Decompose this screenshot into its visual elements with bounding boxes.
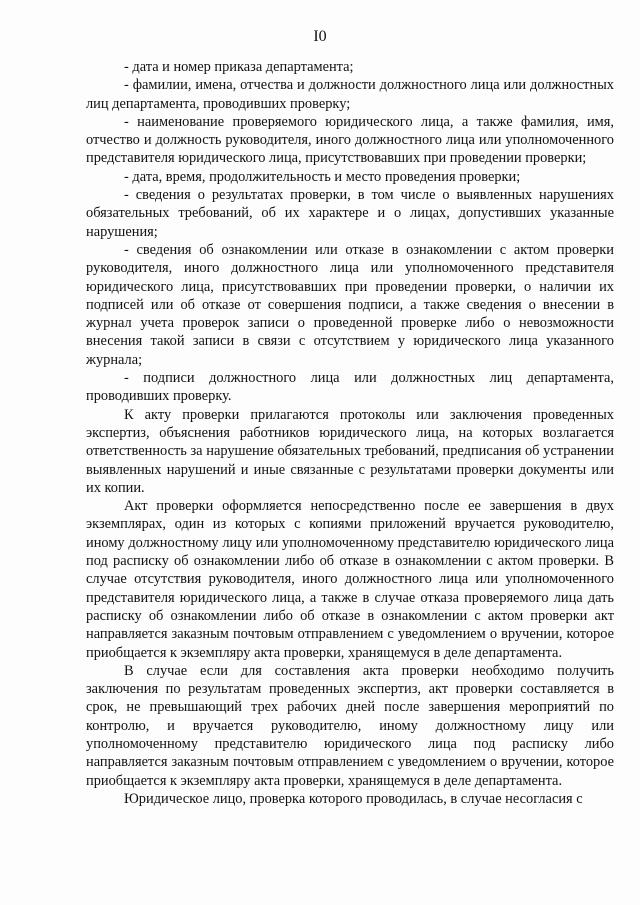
paragraph-act-execution: Акт проверки оформляется непосредственно после ее завершения в двух экземплярах, один из которых с копиями приложений вручается руководителю, иному должностному лицу или уполномоченному представителю юридического лица под расписку об ознакомлении либо об отказе в ознакомлении с актом проверки. В случае отсутствия руководителя, иного должностного лица или уполномоченного представителя юридического лица, а также в случае отказа проверяемого лица дать расписку об ознакомлении либо об отказе в ознакомлении с актом проверки акт направляется заказным почтовым отправлением с уведомлением о вручении, которое приобщается к экземпляру акта проверки, хранящемуся в деле департамента. [86,498,614,661]
list-item-acquaintance: - сведения об ознакомлении или отказе в ознакомлении с актом проверки руководителя, иного должностного лица или уполномоченного представителя юридического лица, присутствовавших при проведении проверки, о наличии их подписей или об отказе от совершения подписи, а также сведения о внесении в журнал учета проверок записи о проведенной проверке либо о невозможности внесения такой записи в связи с отсутствием у юридического лица указанного журнала; [86,241,614,368]
document-body [86,58,614,808]
paragraph-disagreement: Юридическое лицо, проверка которого проводилась, в случае несогласия с [124,790,583,807]
list-item-order-date: - дата и номер приказа департамента; [124,59,354,75]
list-item-signatures: - подписи должностного лица или должностных лиц департамента, проводивших проверку. [86,370,614,405]
list-item-legal-entity: - наименование проверяемого юридического лица, а также фамилия, имя, отчество и должность руководителя, иного должностного лица или уполномоченного представителя юридического лица, присутствовавших при проведении проверки; [86,113,614,167]
list-item-results: - сведения о результатах проверки, в том числе о выявленных нарушениях обязательных требований, об их характере и о лицах, допустивших указанные нарушения; [86,187,614,240]
list-item-inspectors: - фамилии, имена, отчества и должности должностного лица или должностных лиц департамента, проводивших проверку; [86,77,614,112]
page-number: I0 [313,28,327,45]
paragraph-expertise: В случае если для составления акта проверки необходимо получить заключения по результатам проведенных экспертиз, акт проверки составляется в срок, не превышающий трех рабочих дней после завершения мероприятий по контролю, и вручается руководителю, иному должностному лицу или уполномоченному представителю юридического лица под расписку либо направляется заказным почтовым отправлением с уведомлением о вручении, которое приобщается к экземпляру акта проверки, хранящемуся в деле департамента. [86,662,614,789]
paragraph-attachments: К акту проверки прилагаются протоколы или заключения проведенных экспертиз, объяснения работников юридического лица, на которых возлагается ответственность за нарушение обязательных требований, предписания об устранении выявленных нарушений и иные связанные с результатами проверки документы или их копии. [86,406,614,496]
list-item-date-place: - дата, время, продолжительность и место проведения проверки; [124,168,521,185]
